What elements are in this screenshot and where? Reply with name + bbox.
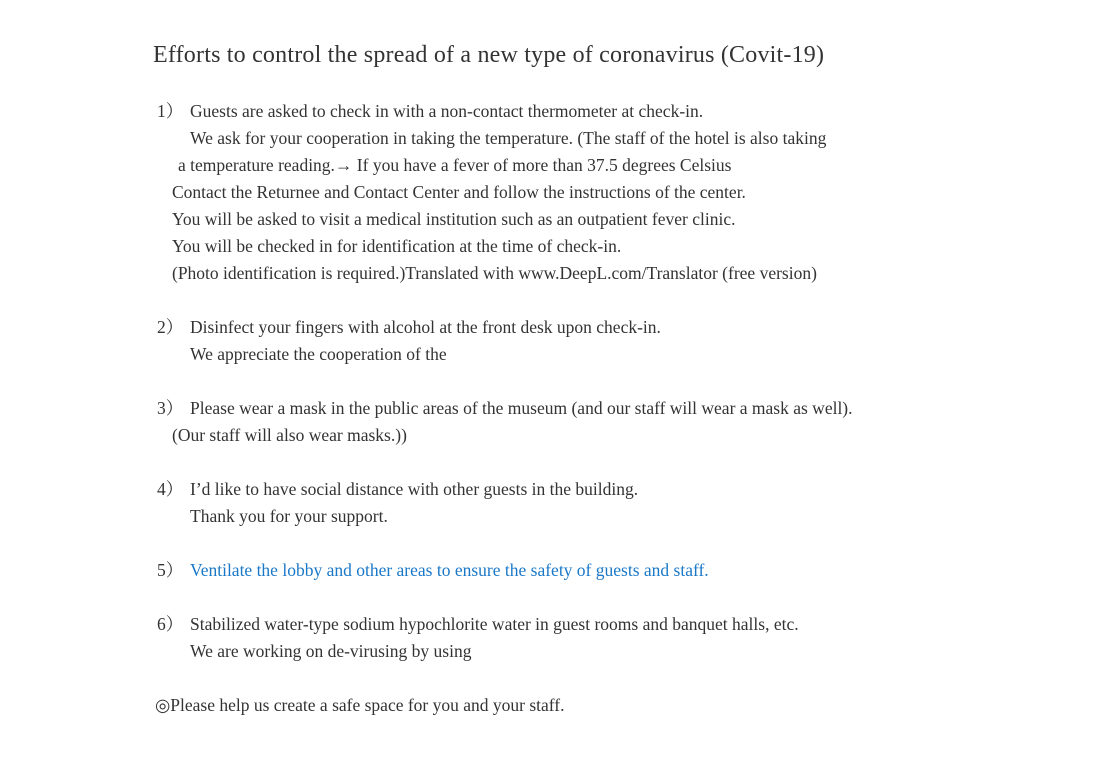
item-text: Guests are asked to check in with a non-contact thermometer at check-in. <box>190 101 704 121</box>
item-text: Stabilized water-type sodium hypochlorite water in guest rooms and banquet halls, etc. <box>190 614 799 634</box>
item-number: 6） <box>157 614 184 634</box>
item-text: Please wear a mask in the public areas of the museum (and our staff will wear a mask as well). <box>190 398 853 418</box>
item-1-line-1: We ask for your cooperation in taking the temperature. (The staff of the hotel is also taking <box>190 128 827 148</box>
list-item-3 <box>157 395 853 422</box>
item-4-line-1: Thank you for your support. <box>190 506 388 526</box>
list-item-6 <box>157 611 799 638</box>
item-1-line-6: (Photo identification is required.)Translated with www.DeepL.com/Translator (free version) <box>172 263 817 283</box>
item-number: 1） <box>157 101 184 121</box>
document-title: Efforts to control the spread of a new type of coronavirus (Covit-19) <box>153 42 825 68</box>
list-item-4 <box>157 476 638 503</box>
item-3-line-1: (Our staff will also wear masks.)) <box>172 425 407 445</box>
item-1-line-3: Contact the Returnee and Contact Center and follow the instructions of the center. <box>172 182 746 202</box>
list-item-2 <box>157 314 661 341</box>
list-item-1 <box>157 98 703 125</box>
item-2-line-1: We appreciate the cooperation of the <box>190 344 447 364</box>
item-text-highlighted: Ventilate the lobby and other areas to ensure the safety of guests and staff. <box>190 560 709 580</box>
item-number: 2） <box>157 317 184 337</box>
list-item-5 <box>157 557 709 584</box>
item-1-line-2: a temperature reading.→ If you have a fever of more than 37.5 degrees Celsius <box>178 155 732 175</box>
item-number: 4） <box>157 479 184 499</box>
closing-note: ◎Please help us create a safe space for you and your staff. <box>155 695 565 715</box>
item-6-line-1: We are working on de-virusing by using <box>190 641 472 661</box>
item-text: Disinfect your fingers with alcohol at the front desk upon check-in. <box>190 317 661 337</box>
item-number: 3） <box>157 398 184 418</box>
item-text: I’d like to have social distance with other guests in the building. <box>190 479 639 499</box>
item-number: 5） <box>157 560 184 580</box>
item-1-line-5: You will be checked in for identification at the time of check-in. <box>172 236 622 256</box>
item-1-line-4: You will be asked to visit a medical institution such as an outpatient fever clinic. <box>172 209 736 229</box>
